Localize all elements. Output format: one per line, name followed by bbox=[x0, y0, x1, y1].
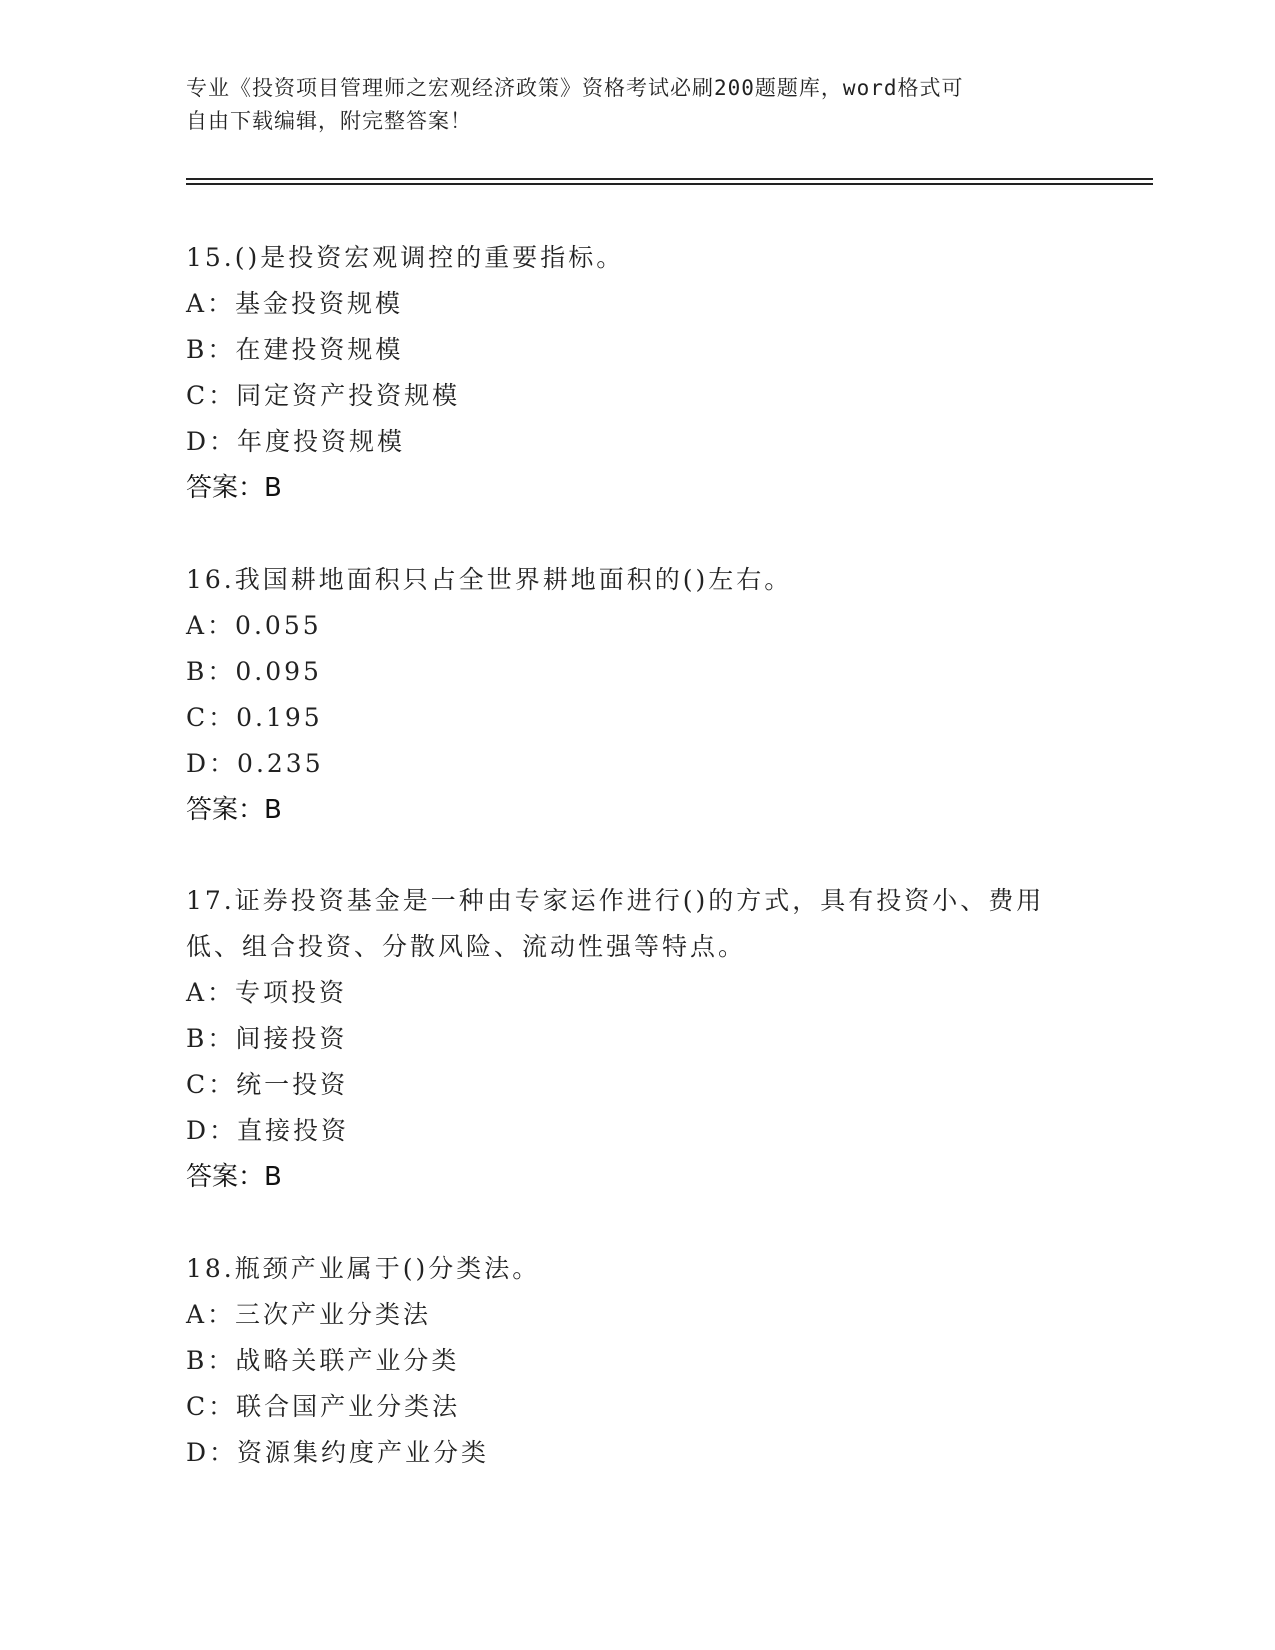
header-rule-top bbox=[186, 178, 1153, 180]
option-c: C：0.195 bbox=[186, 703, 323, 732]
question-15 bbox=[186, 235, 1086, 511]
question-stem-line-1: 17.证券投资基金是一种由专家运作进行()的方式，具有投资小、费用 bbox=[186, 886, 1045, 915]
option-a: A：三次产业分类法 bbox=[186, 1300, 432, 1329]
question-stem: 18.瓶颈产业属于()分类法。 bbox=[186, 1254, 541, 1283]
option-d: D：直接投资 bbox=[186, 1116, 350, 1145]
option-c: C：联合国产业分类法 bbox=[186, 1392, 461, 1421]
option-d: D：年度投资规模 bbox=[186, 427, 406, 456]
option-b: B：战略关联产业分类 bbox=[186, 1346, 460, 1375]
question-17 bbox=[186, 878, 1086, 1200]
header-rule-bottom bbox=[186, 183, 1153, 185]
answer: 答案：B bbox=[186, 795, 282, 825]
question-stem-line-2: 低、组合投资、分散风险、流动性强等特点。 bbox=[186, 932, 747, 961]
question-stem: 15.()是投资宏观调控的重要指标。 bbox=[186, 243, 625, 272]
answer: 答案：B bbox=[186, 1162, 282, 1192]
option-d: D：资源集约度产业分类 bbox=[186, 1438, 490, 1467]
question-18 bbox=[186, 1246, 1086, 1476]
question-16 bbox=[186, 557, 1086, 833]
option-a: A：专项投资 bbox=[186, 978, 348, 1007]
header-line-2: 自由下载编辑，附完整答案！ bbox=[186, 109, 472, 133]
header-line-1: 专业《投资项目管理师之宏观经济政策》资格考试必刷200题题库，word格式可 bbox=[186, 76, 964, 100]
option-c: C：同定资产投资规模 bbox=[186, 381, 461, 410]
question-stem: 16.我国耕地面积只占全世界耕地面积的()左右。 bbox=[186, 565, 793, 594]
option-b: B：在建投资规模 bbox=[186, 335, 404, 364]
option-a: A：基金投资规模 bbox=[186, 289, 404, 318]
option-b: B：间接投资 bbox=[186, 1024, 348, 1053]
option-d: D：0.235 bbox=[186, 749, 324, 778]
document-header bbox=[186, 72, 1086, 138]
option-b: B：0.095 bbox=[186, 657, 322, 686]
answer: 答案：B bbox=[186, 473, 282, 503]
option-a: A：0.055 bbox=[186, 611, 322, 640]
option-c: C：统一投资 bbox=[186, 1070, 349, 1099]
